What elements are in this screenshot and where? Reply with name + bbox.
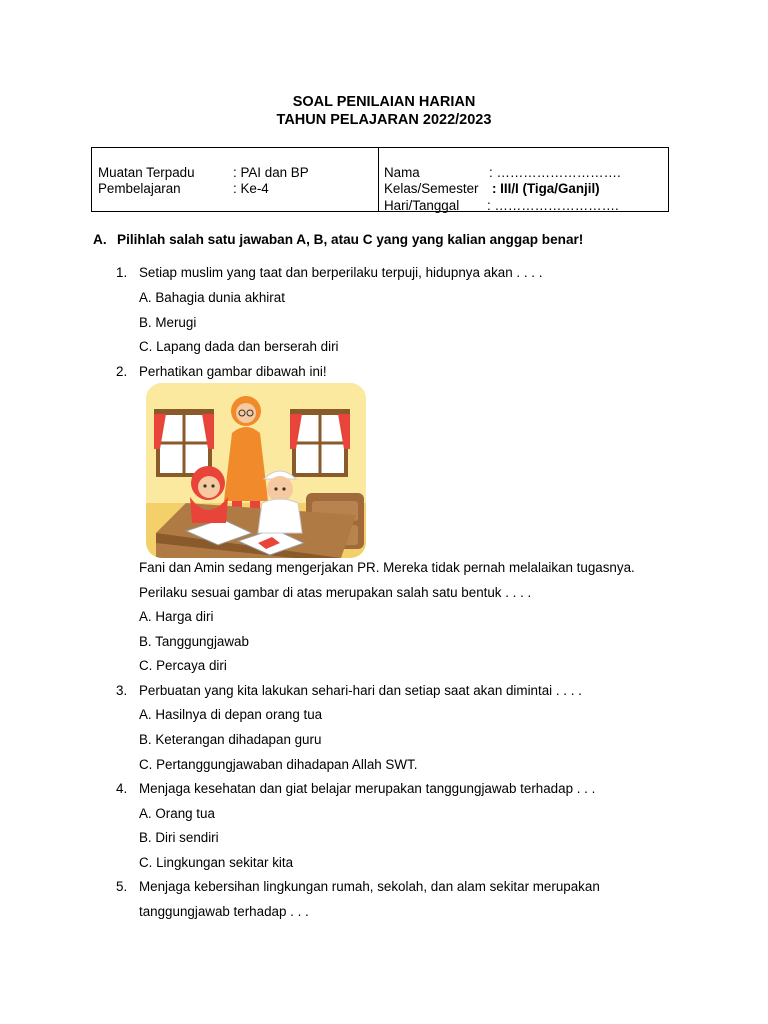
option: A. Harga diri [139,609,214,624]
value-pembelajaran: : Ke-4 [233,181,269,196]
option: B. Diri sendiri [139,830,219,845]
question-text: Perilaku sesuai gambar di atas merupakan salah satu bentuk . . . . [139,585,532,600]
option: C. Lapang dada dan berserah diri [139,339,339,354]
section-letter: A. [93,232,107,247]
page-subtitle: TAHUN PELAJARAN 2022/2023 [276,112,492,128]
option: A. Orang tua [139,806,215,821]
label-kelas: Kelas/Semester [384,181,479,196]
question-text: Perbuatan yang kita lakukan sehari-hari dan setiap saat akan dimintai . . . . [139,683,582,698]
question-number: 4. [116,781,128,796]
question-number: 1. [116,265,128,280]
instruction-text: Pilihlah salah satu jawaban A, B, atau C yang yang kalian anggap benar! [117,232,584,247]
label-nama: Nama [384,165,420,180]
question-text-continued: tanggungjawab terhadap . . . [139,904,309,919]
option: C. Lingkungan sekitar kita [139,855,294,870]
option: A. Hasilnya di depan orang tua [139,707,323,722]
identity-table [91,147,669,212]
value-nama: : ………………………. [489,165,621,180]
page-title: SOAL PENILAIAN HARIAN [292,94,476,110]
label-muatan: Muatan Terpadu [98,165,195,180]
option: C. Percaya diri [139,658,227,673]
homework-illustration [146,383,366,558]
value-kelas: : III/I (Tiga/Ganjil) [492,181,600,196]
label-hari: Hari/Tanggal [384,198,460,213]
question-number: 3. [116,683,128,698]
question-text: Setiap muslim yang taat dan berperilaku terpuji, hidupnya akan . . . . [139,265,543,280]
question-text: Menjaga kebersihan lingkungan rumah, sekolah, dan alam sekitar merupakan [139,879,600,894]
option: A. Bahagia dunia akhirat [139,290,285,305]
value-hari: : ………………………. [487,198,619,213]
question-number: 2. [116,364,128,379]
section-instruction [93,232,583,247]
question-number: 5. [116,879,128,894]
option: B. Merugi [139,315,197,330]
option: C. Pertanggungjawaban dihadapan Allah SWT. [139,757,418,772]
question-text: Perhatikan gambar dibawah ini! [139,364,327,379]
value-muatan: : PAI dan BP [233,165,309,180]
question-text: Menjaga kesehatan dan giat belajar merupakan tanggungjawab terhadap . . . [139,781,596,796]
picture-caption: Fani dan Amin sedang mengerjakan PR. Mereka tidak pernah melalaikan tugasnya. [139,560,635,575]
option: B. Keterangan dihadapan guru [139,732,322,747]
option: B. Tanggungjawab [139,634,249,649]
label-pembelajaran: Pembelajaran [98,181,181,196]
table-divider [378,148,379,211]
